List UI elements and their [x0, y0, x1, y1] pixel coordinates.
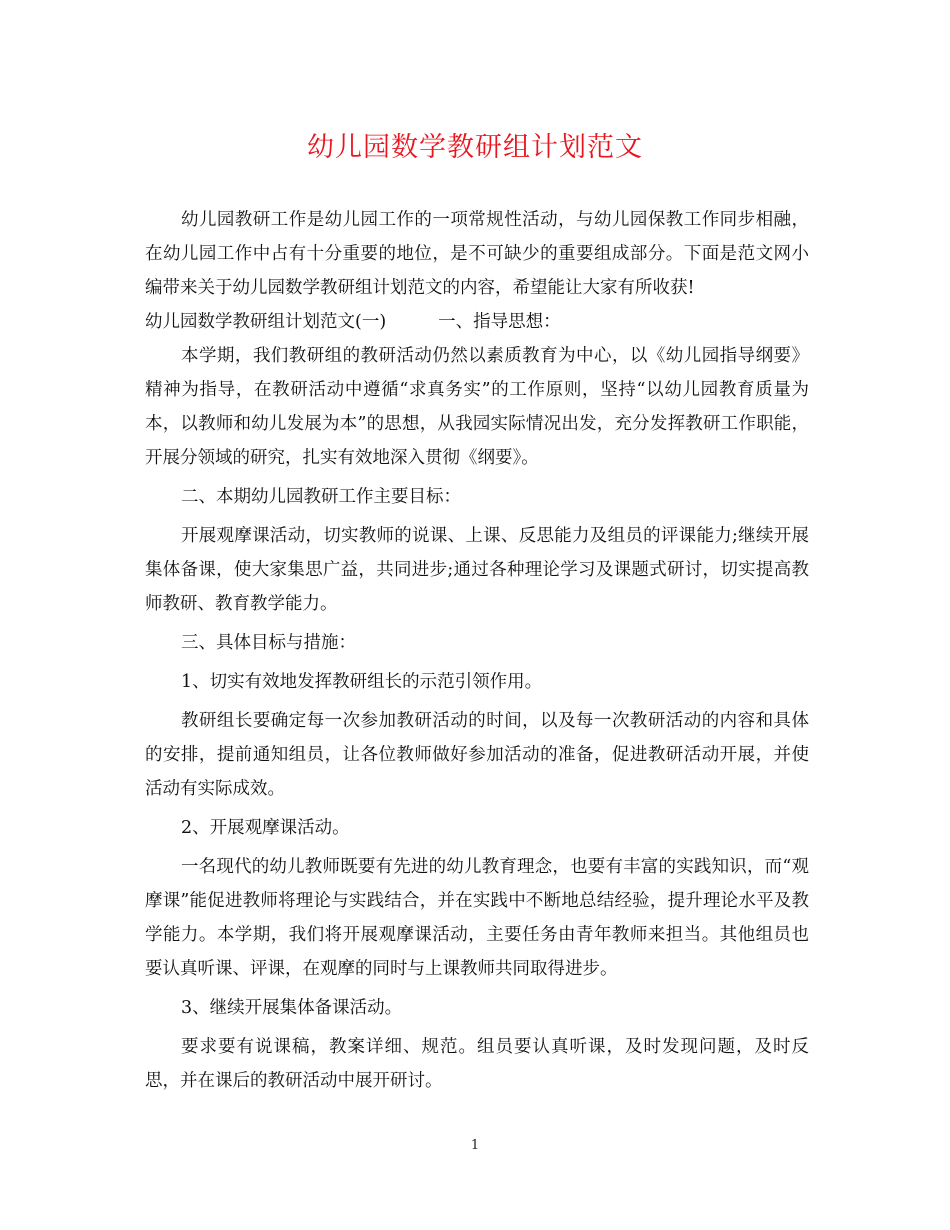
- document-subtitle: 幼儿园数学教研组计划范文(一): [145, 312, 387, 332]
- heading-measures: 三、具体目标与措施：: [181, 633, 356, 653]
- item-collective-prep: 3、继续开展集体备课活动。: [181, 998, 403, 1018]
- paragraph-leader-role: 教研组长要确定每一次参加教研活动的时间，以及每一次教研活动的内容和具体的安排，提前通知组员，让各位教师做好参加活动的准备，促进教研活动开展，并使活动有实际成效。: [145, 711, 809, 799]
- document-title: 幼儿园数学教研组计划范文: [307, 132, 643, 163]
- item-leader-role: 1、切实有效地发挥教研组长的示范引领作用。: [181, 672, 543, 692]
- heading-main-goals: 二、本期幼儿园教研工作主要目标：: [181, 487, 461, 507]
- page-number: 1: [470, 1138, 480, 1153]
- paragraph-guiding-ideas: 本学期，我们教研组的教研活动仍然以素质教育为中心，以《幼儿园指导纲要》精神为指导，在教研活动中遵循“求真务实”的工作原则，坚持“以幼儿园教育质量为本，以教师和幼儿发展为本”的思想，从我园实际情况出发，充分发挥教研工作职能，开展分领域的研究，扎实有效地深入贯彻《纲要》。: [145, 346, 809, 468]
- subtitle-line: [145, 305, 809, 339]
- intro-paragraph: 幼儿园教研工作是幼儿园工作的一项常规性活动，与幼儿园保教工作同步相融，在幼儿园工作中占有十分重要的地位，是不可缺少的重要组成部分。下面是范文网小编带来关于幼儿园数学教研组计划范文的内容，希望能让大家有所收获!: [145, 210, 809, 298]
- paragraph-main-goals: 开展观摩课活动，切实教师的说课、上课、反思能力及组员的评课能力;继续开展集体备课，使大家集思广益，共同进步;通过各种理论学习及课题式研讨，切实提高教师教研、教育教学能力。: [145, 526, 809, 614]
- document-body: [145, 203, 809, 1098]
- paragraph-observation-class: 一名现代的幼儿教师既要有先进的幼儿教育理念，也要有丰富的实践知识，而“观摩课”能促进教师将理论与实践结合，并在实践中不断地总结经验，提升理论水平及教学能力。本学期，我们将开展观摩课活动，主要任务由青年教师来担当。其他组员也要认真听课、评课，在观摩的同时与上课教师共同取得进步。: [145, 857, 809, 979]
- paragraph-collective-prep: 要求要有说课稿，教案详细、规范。组员要认真听课，及时发现问题，及时反思，并在课后的教研活动中展开研讨。: [145, 1037, 809, 1091]
- heading-guiding-ideas: 一、指导思想：: [438, 312, 561, 332]
- item-observation-class: 2、开展观摩课活动。: [181, 818, 350, 838]
